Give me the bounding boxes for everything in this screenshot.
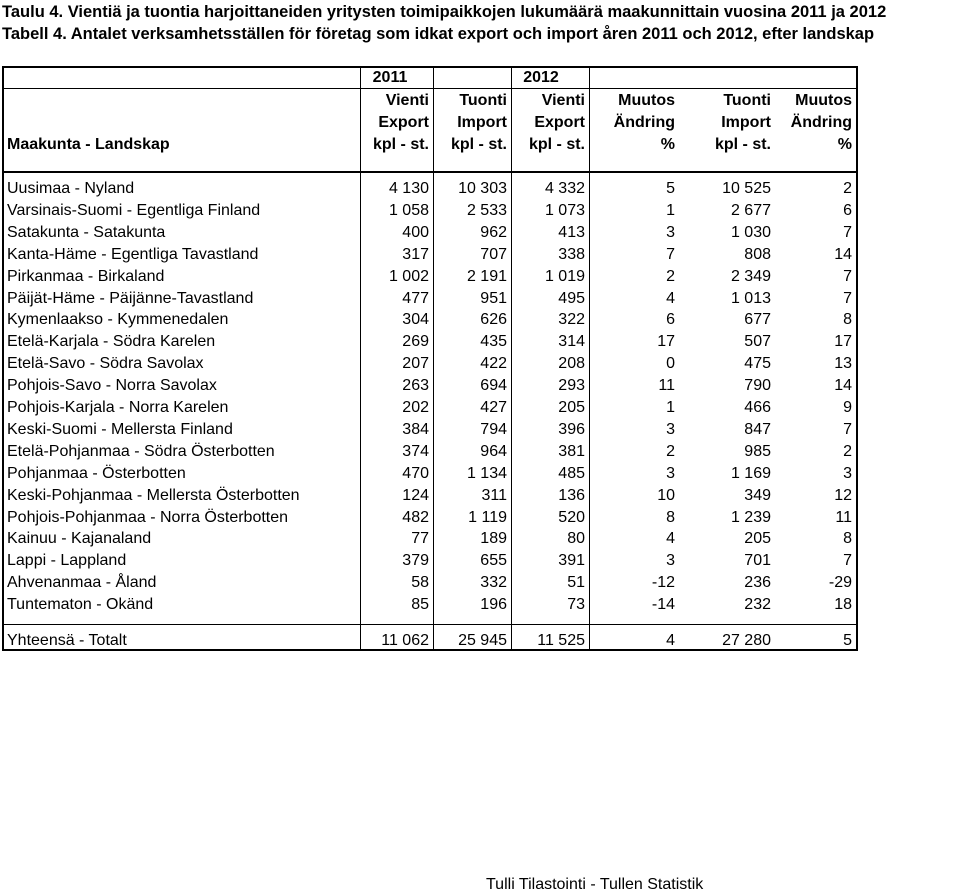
table-row-region: Tuntematon - Okänd (7, 596, 154, 614)
column-header-4-line2: Ändring (613, 114, 675, 131)
table-cell-value: 205 (744, 530, 771, 548)
table-cell-value: 435 (480, 333, 507, 351)
table-cell-value: 2 (843, 442, 852, 460)
table-cell-value: 1 (666, 201, 675, 219)
column-header-4-line1: Muutos (618, 92, 675, 109)
table-cell-value: 3 (843, 464, 852, 482)
table-cell-value: 18 (834, 596, 852, 614)
table-cell-value: 2 191 (466, 267, 507, 285)
table-cell-value: 1 002 (388, 267, 429, 285)
table-row-region: Kanta-Häme - Egentliga Tavastland (7, 245, 259, 263)
table-cell-value: 13 (834, 355, 852, 373)
table-cell-value: 384 (402, 420, 429, 438)
table-row-region: Etelä-Pohjanmaa - Södra Österbotten (7, 442, 275, 460)
table-row-region: Etelä-Karjala - Södra Karelen (7, 333, 216, 351)
header-bottom-border (2, 171, 858, 173)
table-cell-value: 1 019 (544, 267, 585, 285)
table-cell-value: 381 (558, 442, 585, 460)
column-header-2-line2: Import (457, 114, 507, 131)
table-cell-value: 11 (658, 377, 675, 395)
table-cell-value: 1 134 (466, 464, 507, 482)
table-cell-value: 470 (402, 464, 429, 482)
table-cell-value: -12 (651, 574, 675, 592)
table-cell-value: 507 (744, 333, 771, 351)
table-cell-value: 10 303 (458, 180, 507, 197)
table-cell-value: 58 (411, 574, 429, 592)
table-cell-value: 4 (666, 289, 675, 307)
table-cell-value: 332 (480, 574, 507, 592)
column-header-1-line1: Vienti (385, 92, 429, 109)
table-row-region: Kymenlaakso - Kymmenedalen (7, 311, 229, 329)
table-cell-value: 400 (402, 223, 429, 241)
total-cell-value: 27 280 (722, 632, 771, 649)
table-row-region: Pirkanmaa - Birkaland (7, 267, 165, 285)
table-cell-value: 964 (480, 442, 507, 460)
column-header-1-line3: kpl - st. (372, 136, 429, 153)
table-cell-value: 1 (666, 399, 675, 416)
table-cell-value: 7 (843, 552, 852, 570)
table-cell-value: 427 (480, 399, 507, 416)
column-header-2-line3: kpl - st. (450, 136, 507, 153)
table-cell-value: 2 677 (730, 201, 771, 219)
table-cell-value: 232 (744, 596, 771, 614)
table-cell-value: 7 (843, 267, 852, 285)
table-cell-value: 1 169 (730, 464, 771, 482)
table-row-region: Varsinais-Suomi - Egentliga Finland (7, 201, 261, 219)
table-cell-value: 2 (666, 267, 675, 285)
table-cell-value: 17 (834, 333, 852, 351)
table-cell-value: 466 (744, 399, 771, 416)
table-cell-value: 349 (744, 486, 771, 504)
table-cell-value: 475 (744, 355, 771, 373)
table-cell-value: -29 (828, 574, 852, 592)
table-cell-value: 1 073 (544, 201, 585, 219)
header-divider (2, 88, 858, 89)
table-cell-value: 11 (835, 508, 852, 526)
table-cell-value: 374 (402, 442, 429, 460)
table-row-region: Ahvenanmaa - Åland (7, 574, 157, 592)
column-header-3-line2: Export (534, 114, 585, 131)
total-cell-value: 11 062 (381, 632, 429, 649)
table-cell-value: 6 (843, 201, 852, 219)
table-cell-value: 8 (843, 530, 852, 548)
table-cell-value: 655 (480, 552, 507, 570)
table-cell-value: 7 (666, 245, 675, 263)
table-cell-value: 694 (480, 377, 507, 395)
table-cell-value: 317 (402, 245, 429, 263)
table-cell-value: 80 (567, 530, 585, 548)
table-cell-value: 9 (843, 399, 852, 416)
table-cell-value: 808 (744, 245, 771, 263)
table-cell-value: 10 525 (722, 180, 771, 197)
table-cell-value: 189 (480, 530, 507, 548)
table-cell-value: 413 (558, 223, 585, 241)
table-row-region: Lappi - Lappland (7, 552, 127, 570)
table-cell-value: 14 (834, 245, 852, 263)
column-header-4-line3: % (660, 136, 675, 153)
table-cell-value: 6 (666, 311, 675, 329)
total-cell-value: 5 (843, 632, 852, 649)
table-cell-value: 422 (480, 355, 507, 373)
table-cell-value: 1 058 (388, 201, 429, 219)
column-header-6-line1: Muutos (795, 92, 852, 109)
table-title-finnish: Taulu 4. Vientiä ja tuontia harjoittaneiden yritysten toimipaikkojen lukumäärä maakunnittain vuosina 2011 ja 2012 (2, 3, 887, 21)
table-cell-value: -14 (651, 596, 675, 614)
table-cell-value: 322 (558, 311, 585, 329)
table-cell-value: 985 (744, 442, 771, 460)
column-header-5-line1: Tuonti (723, 92, 771, 109)
source-footer: Tulli Tilastointi - Tullen Statistik (486, 876, 704, 893)
table-cell-value: 304 (402, 311, 429, 329)
table-row-region: Keski-Pohjanmaa - Mellersta Österbotten (7, 486, 300, 504)
total-cell-value: 25 945 (458, 632, 507, 649)
table-cell-value: 485 (558, 464, 585, 482)
table-cell-value: 196 (480, 596, 507, 614)
table-cell-value: 263 (402, 377, 429, 395)
table-title-swedish: Tabell 4. Antalet verksamhetsställen för företag som idkat export och import åren 2011 och 2012, efter landskap (2, 25, 875, 43)
table-cell-value: 482 (402, 508, 429, 526)
table-cell-value: 85 (411, 596, 429, 614)
table-cell-value: 847 (744, 420, 771, 438)
table-cell-value: 5 (666, 180, 675, 197)
total-divider (2, 624, 858, 625)
table-cell-value: 495 (558, 289, 585, 307)
table-cell-value: 17 (657, 333, 675, 351)
table-cell-value: 4 332 (544, 180, 585, 197)
table-row-region: Pohjois-Savo - Norra Savolax (7, 377, 217, 395)
table-cell-value: 391 (558, 552, 585, 570)
table-cell-value: 8 (843, 311, 852, 329)
table-cell-value: 701 (744, 552, 771, 570)
table-cell-value: 4 (666, 530, 675, 548)
table-cell-value: 208 (558, 355, 585, 373)
year-2011-label: 2011 (372, 69, 408, 86)
table-cell-value: 236 (744, 574, 771, 592)
table-cell-value: 707 (480, 245, 507, 263)
column-header-5-line2: Import (721, 114, 771, 131)
table-cell-value: 136 (558, 486, 585, 504)
table-cell-value: 3 (666, 464, 675, 482)
table-cell-value: 2 (666, 442, 675, 460)
table-cell-value: 2 533 (466, 201, 507, 219)
table-cell-value: 477 (402, 289, 429, 307)
table-cell-value: 12 (834, 486, 852, 504)
table-cell-value: 205 (558, 399, 585, 416)
column-header-3-line1: Vienti (541, 92, 585, 109)
total-cell-value: 4 (666, 632, 675, 649)
column-header-6-line3: % (837, 136, 852, 153)
table-row-region: Uusimaa - Nyland (7, 180, 135, 197)
table-cell-value: 207 (402, 355, 429, 373)
table-cell-value: 7 (843, 420, 852, 438)
table-cell-value: 124 (402, 486, 429, 504)
table-row-region: Pohjois-Karjala - Norra Karelen (7, 399, 229, 416)
total-cell-value: 11 525 (537, 632, 585, 649)
column-header-5-line3: kpl - st. (714, 136, 771, 153)
table-cell-value: 396 (558, 420, 585, 438)
table-cell-value: 7 (843, 223, 852, 241)
table-cell-value: 4 130 (388, 180, 429, 197)
total-row-region: Yhteensä - Totalt (7, 632, 127, 649)
column-header-6-line2: Ändring (790, 114, 852, 131)
table-cell-value: 962 (480, 223, 507, 241)
table-cell-value: 951 (480, 289, 507, 307)
table-cell-value: 790 (744, 377, 771, 395)
table-cell-value: 77 (411, 530, 429, 548)
table-cell-value: 73 (567, 596, 585, 614)
table-cell-value: 2 349 (730, 267, 771, 285)
table-cell-value: 7 (843, 289, 852, 307)
table-cell-value: 3 (666, 223, 675, 241)
column-header-1-line2: Export (378, 114, 429, 131)
table-cell-value: 794 (480, 420, 507, 438)
table-cell-value: 520 (558, 508, 585, 526)
year-2012-label: 2012 (523, 69, 559, 86)
table-cell-value: 677 (744, 311, 771, 329)
table-row-region: Satakunta - Satakunta (7, 223, 166, 241)
table-cell-value: 10 (657, 486, 675, 504)
column-header-2-line1: Tuonti (459, 92, 507, 109)
table-cell-value: 1 030 (730, 223, 771, 241)
table-cell-value: 379 (402, 552, 429, 570)
table-cell-value: 8 (666, 508, 675, 526)
table-row-region: Kainuu - Kajanaland (7, 530, 152, 548)
table-cell-value: 314 (558, 333, 585, 351)
table-cell-value: 14 (834, 377, 852, 395)
table-cell-value: 311 (481, 486, 507, 504)
region-column-header: Maakunta - Landskap (7, 136, 170, 153)
table-cell-value: 338 (558, 245, 585, 263)
table-cell-value: 51 (567, 574, 585, 592)
column-header-3-line3: kpl - st. (528, 136, 585, 153)
table-cell-value: 0 (666, 355, 675, 373)
table-cell-value: 3 (666, 552, 675, 570)
table-cell-value: 1 239 (730, 508, 771, 526)
table-cell-value: 293 (558, 377, 585, 395)
table-row-region: Keski-Suomi - Mellersta Finland (7, 420, 233, 438)
table-cell-value: 269 (402, 333, 429, 351)
table-cell-value: 626 (480, 311, 507, 329)
table-row-region: Päijät-Häme - Päijänne-Tavastland (7, 289, 254, 307)
table-cell-value: 1 013 (730, 289, 771, 307)
table-cell-value: 2 (843, 180, 852, 197)
table-row-region: Pohjanmaa - Österbotten (7, 464, 186, 482)
table-row-region: Pohjois-Pohjanmaa - Norra Österbotten (7, 508, 289, 526)
table-cell-value: 202 (402, 399, 429, 416)
table-cell-value: 3 (666, 420, 675, 438)
table-row-region: Etelä-Savo - Södra Savolax (7, 355, 204, 373)
table-cell-value: 1 119 (468, 508, 507, 526)
